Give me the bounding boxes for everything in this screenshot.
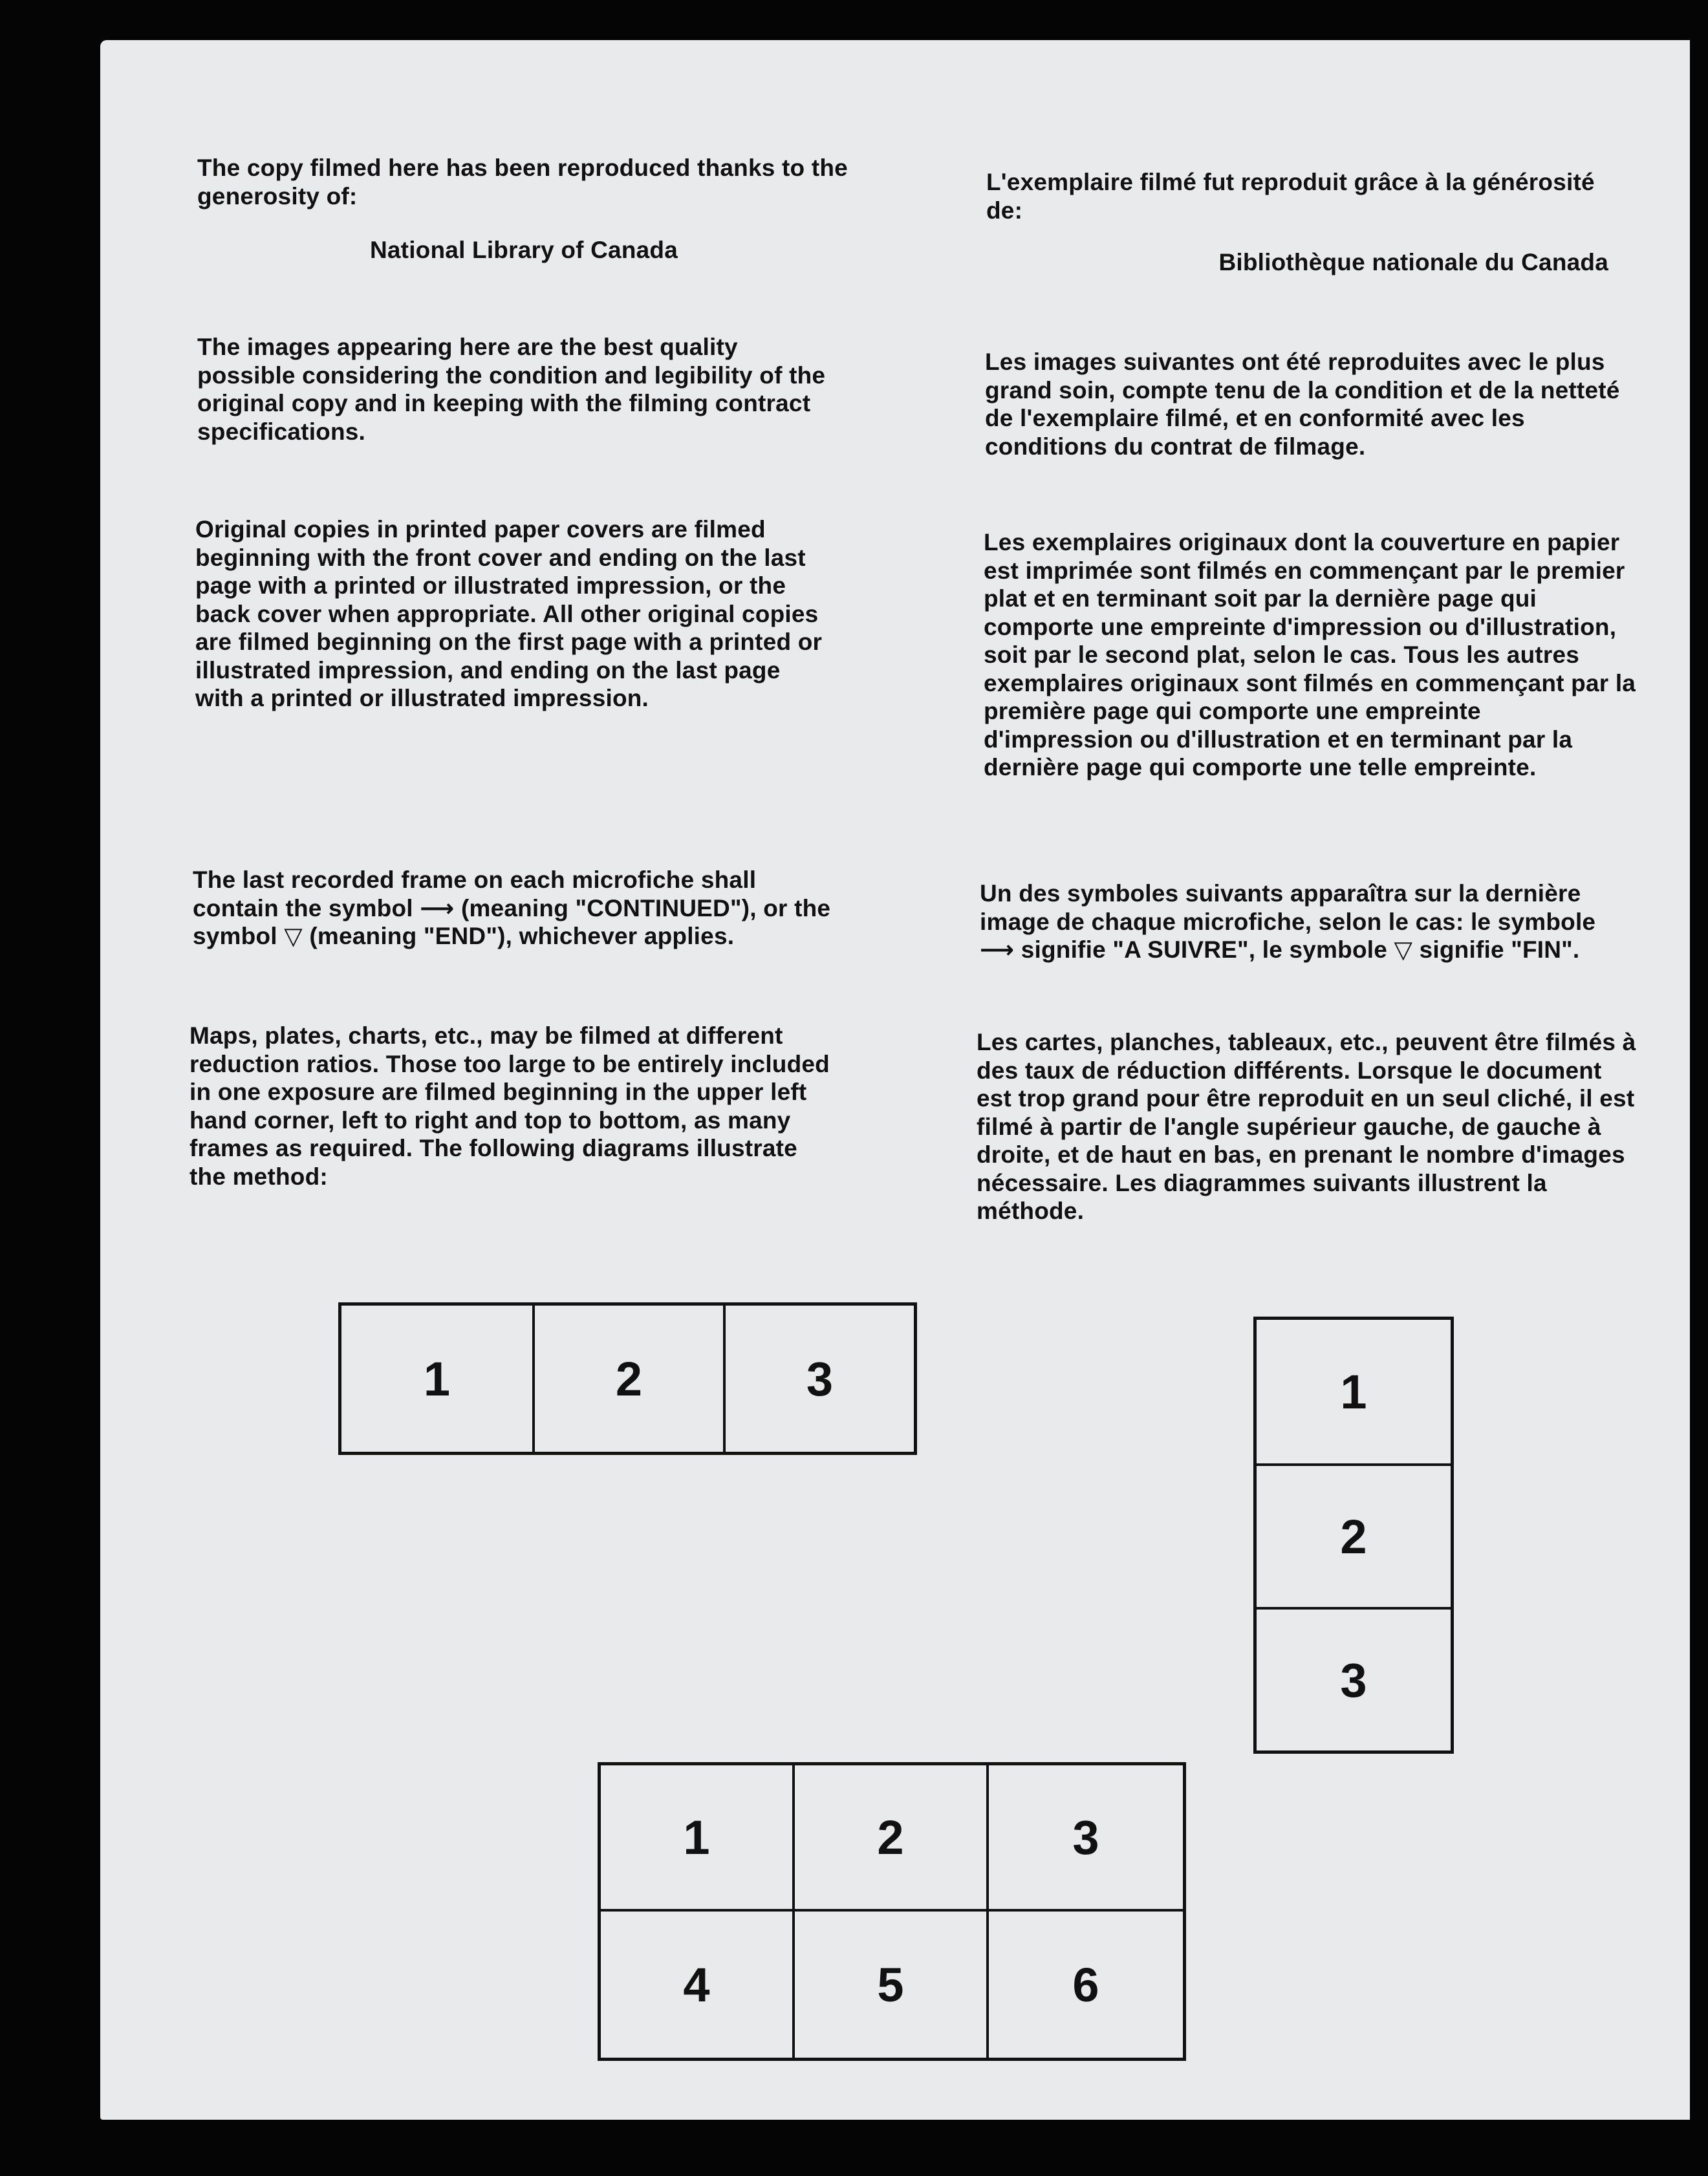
en-quality-paragraph: The images appearing here are the best quality possible considering the condition and legibility of the original copy and in keeping with the filming contract specifications. xyxy=(197,334,826,445)
horizontal-frames-diagram xyxy=(338,1302,917,1455)
en-institution-name: National Library of Canada xyxy=(369,237,678,263)
frame-cell: 1 xyxy=(601,1765,795,1912)
frame-cell: 6 xyxy=(1072,1957,1099,2012)
frame-cell: 1 xyxy=(423,1352,451,1406)
fr-intro-text: L'exemplaire filmé fut reproduit grâce à la générosité de: xyxy=(986,169,1595,224)
frame-cell: 1 xyxy=(1340,1364,1367,1419)
frame-cell: 5 xyxy=(795,1912,989,2058)
frame-cell: 2 xyxy=(1257,1463,1451,1607)
fr-originals-paragraph: Les exemplaires originaux dont la couverture en papier est imprimée sont filmés en commençant par le premier plat et en terminant soit par la dernière page qui comporte une empreinte d'impression ou d'illustration, soit par le second plat, selon le cas. Tous les autres exemplaires originaux sont filmés en commençant par la première page qui comporte une empreinte d'impression ou d'illustration et en terminant par la dernière page qui comporte une telle empreinte. xyxy=(984,529,1636,781)
en-maps-paragraph: Maps, plates, charts, etc., may be filmed at different reduction ratios. Those too large to be entirely included in one exposure are filmed beginning in the upper left hand corner, left to right and top to bottom, as many frames as required. The following diagrams illustrate the method: xyxy=(189,1022,830,1190)
en-originals-paragraph: Original copies in printed paper covers are filmed beginning with the front cover and ending on the last page with a printed or illustrated impression, or the back cover when appropriate. All other original copies are filmed beginning on the first page with a printed or illustrated impression, and ending on the last page with a printed or illustrated impression. xyxy=(195,516,823,711)
fr-quality-paragraph: Les images suivantes ont été reproduites avec le plus grand soin, compte tenu de la condition et de la netteté de l'exemplaire filmé, et en conformité avec les conditions du contrat de filmage. xyxy=(985,349,1620,460)
frame-cell: 2 xyxy=(532,1306,723,1452)
fr-institution-name: Bibliothèque nationale du Canada xyxy=(1218,249,1608,275)
vertical-frames-diagram xyxy=(1253,1317,1454,1754)
en-intro-text: The copy filmed here has been reproduced thanks to the generosity of: xyxy=(197,155,848,210)
fr-maps-paragraph: Les cartes, planches, tableaux, etc., peuvent être filmés à des taux de réduction différents. Lorsque le document est trop grand pour être reproduit en un seul cliché, il est filmé à partir de l'angle supérieur gauche, de gauche à droite, et de haut en bas, en prenant le nombre d'images nécessaire. Les diagrammes suivants illustrent la méthode. xyxy=(977,1029,1636,1224)
frame-cell: 2 xyxy=(795,1765,989,1912)
frame-cell: 4 xyxy=(601,1912,795,2058)
frame-cell: 3 xyxy=(989,1765,1183,1912)
fr-symbols-paragraph: Un des symboles suivants apparaîtra sur la dernière image de chaque microfiche, selon le cas: le symbole ⟶ signifie "A SUIVRE", le symbole ▽ signifie "FIN". xyxy=(980,880,1596,963)
frame-cell: 3 xyxy=(1257,1607,1451,1750)
en-symbols-paragraph: The last recorded frame on each microfiche shall contain the symbol ⟶ (meaning "CONTINUED"), or the symbol ▽ (meaning "END"), whichever applies. xyxy=(193,867,831,949)
frame-cell: 3 xyxy=(723,1306,914,1452)
grid-frames-diagram xyxy=(598,1762,1186,2061)
